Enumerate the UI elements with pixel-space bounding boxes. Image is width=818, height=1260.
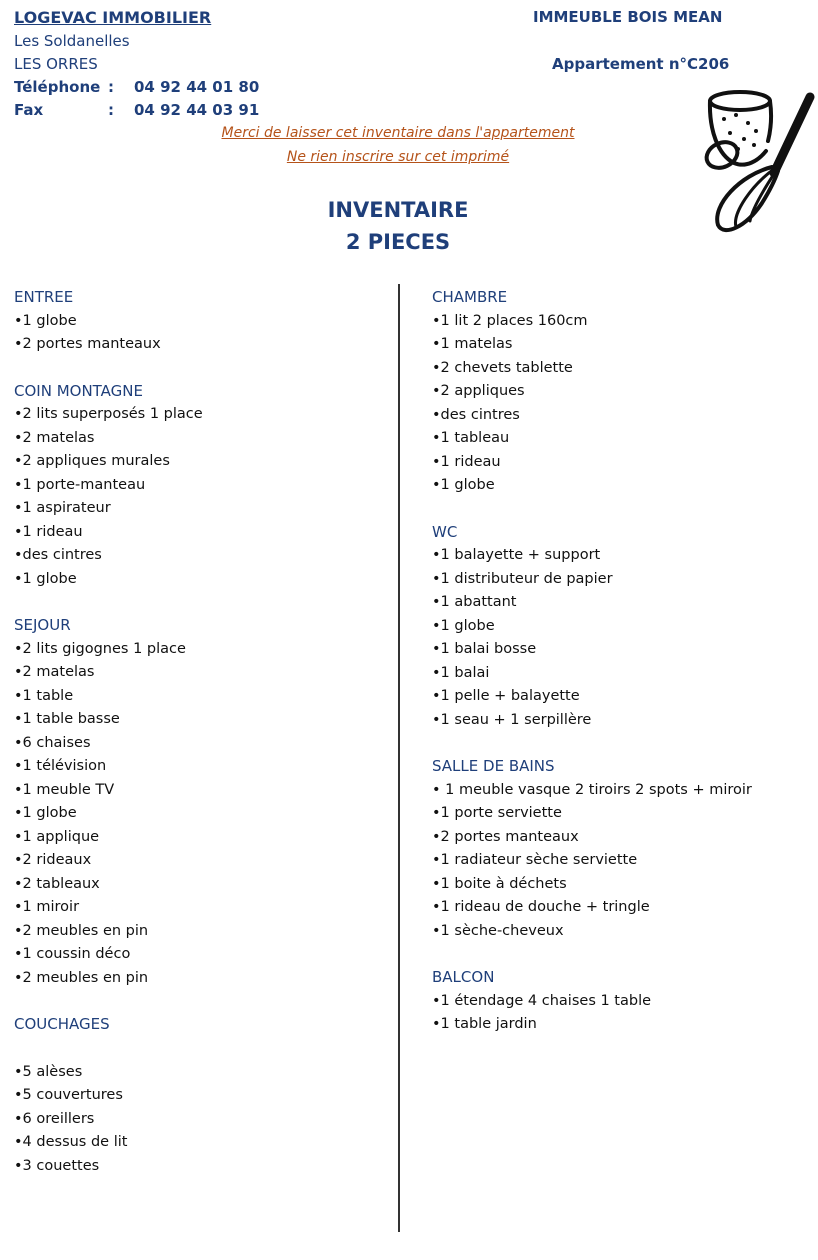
cup-and-whisk-icon [700,85,816,240]
section-salle-de-bains [432,755,816,943]
section-title: BALCON [432,968,495,986]
section-sejour [14,614,386,990]
list-item: •2 appliques [432,383,525,399]
list-item: •1 télévision [14,758,107,774]
address-line-1: Les Soldanelles [14,32,130,50]
list-item: •1 table jardin [432,1016,537,1032]
list-item: •2 rideaux [14,852,92,868]
list-item: •1 seau + 1 serpillère [432,711,592,728]
list-item: • 1 meuble vasque 2 tiroirs 2 spots + miroir [432,781,752,798]
list-item: •1 balai bosse [432,641,537,657]
list-item: •1 rideau [432,453,501,470]
list-item: •2 lits gigognes 1 place [14,640,186,657]
list-item: •1 pelle + balayette [432,688,580,704]
list-item: •3 couettes [14,1157,100,1174]
list-item: •6 oreillers [14,1110,95,1127]
list-item: •1 boite à déchets [432,875,567,892]
page-title: INVENTAIRE [327,198,469,222]
list-item: •1 globe [432,477,495,493]
list-item: •des cintres [432,406,520,423]
address-line-2: LES ORRES [14,55,98,73]
section-title: COUCHAGES [14,1015,110,1033]
phone-number: 04 92 44 01 80 [134,78,260,96]
fax-number: 04 92 44 03 91 [134,101,260,119]
list-item: •1 rideau de douche + tringle [432,899,650,915]
list-item: •6 chaises [14,734,91,751]
list-item: •5 couvertures [14,1087,123,1103]
list-item: •1 rideau [14,523,83,540]
building-name: IMMEUBLE BOIS MEAN [533,8,723,26]
list-item: •2 portes manteaux [14,336,161,352]
list-item: •1 globe [432,617,495,634]
list-item: •2 tableaux [14,875,100,892]
section-title: COIN MONTAGNE [14,381,143,400]
phone-label: Téléphone [14,78,101,96]
list-item: •1 applique [14,828,100,845]
list-item: •1 table basse [14,711,120,727]
list-item: •1 globe [14,312,77,329]
section-chambre [432,286,816,498]
column-divider [398,284,400,1232]
fax-label: Fax [14,101,44,119]
list-item: •1 porte serviette [432,805,562,821]
list-item: •2 appliques murales [14,453,170,469]
list-item: •2 meubles en pin [14,922,149,939]
list-item: •1 table [14,687,74,704]
page-subtitle: 2 PIECES [345,230,451,254]
list-item: •2 matelas [14,429,95,446]
list-item: •1 étendage 4 chaises 1 table [432,992,652,1009]
section-title: WC [432,522,458,541]
list-item: •1 coussin déco [14,946,131,962]
right-column [432,286,816,1060]
apartment-number: Appartement n°C206 [552,55,730,73]
list-item: •1 meuble TV [14,781,115,798]
section-title: ENTREE [14,288,74,306]
list-item: •2 matelas [14,664,95,680]
list-item: •2 meubles en pin [14,969,149,986]
section-coin-montagne [14,380,386,592]
section-balcon [432,966,816,1037]
list-item: •1 miroir [14,899,80,915]
list-item: •1 lit 2 places 160cm [432,312,588,329]
list-item: •1 distributeur de papier [432,570,613,587]
notice-line-1: Merci de laisser cet inventaire dans l'appartement [221,125,575,141]
list-item: •2 lits superposés 1 place [14,406,203,422]
notice-line-2: Ne rien inscrire sur cet imprimé [286,149,510,165]
section-couchages [14,1013,386,1178]
list-item: •1 globe [14,570,77,587]
list-item: •1 matelas [432,336,513,352]
section-title: SALLE DE BAINS [432,757,555,775]
section-title: CHAMBRE [432,288,508,306]
fax-separator: : [108,101,114,119]
list-item: •5 alèses [14,1063,83,1080]
section-entree [14,286,386,357]
list-item: •1 abattant [432,594,517,610]
list-item: •des cintres [14,547,102,563]
list-item: •2 chevets tablette [432,359,573,376]
phone-separator: : [108,78,114,96]
list-item: •2 portes manteaux [432,828,579,845]
list-item: •1 globe [14,805,77,821]
list-item: •1 radiateur sèche serviette [432,852,638,868]
list-item: •1 balai [432,664,490,681]
list-item: •1 porte-manteau [14,476,146,493]
list-item: •1 sèche-cheveux [432,922,564,939]
company-name: LOGEVAC IMMOBILIER [14,8,212,27]
section-wc [432,521,816,733]
left-column [14,286,386,1201]
list-item: •1 aspirateur [14,500,111,516]
list-item: •1 balayette + support [432,547,601,563]
list-item: •4 dessus de lit [14,1134,128,1150]
section-title: SEJOUR [14,616,71,634]
list-item: •1 tableau [432,430,510,446]
